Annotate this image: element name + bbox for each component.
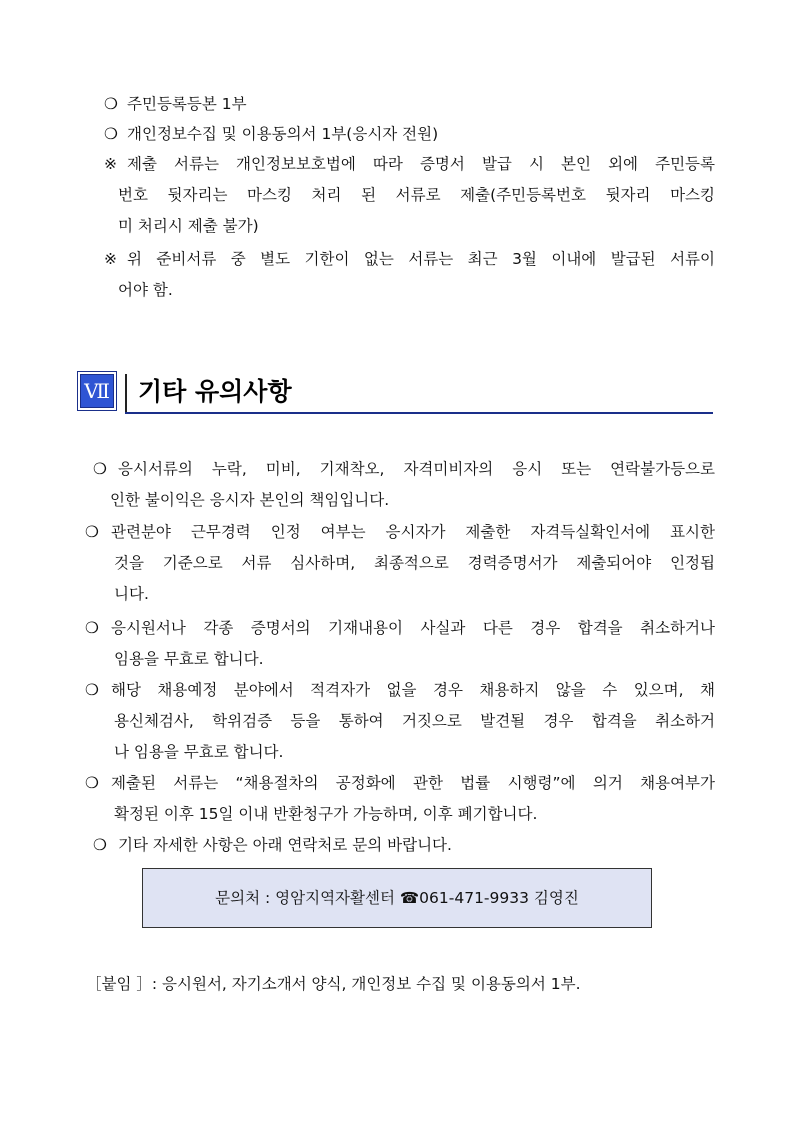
notice-line: 기타 자세한 사항은 아래 연락처로 문의 바랍니다. [118, 836, 452, 854]
attachment-note: ［붙임 ］: 응시원서, 자기소개서 양식, 개인정보 수집 및 이용동의서 1부. [86, 975, 581, 993]
note-mark-icon: ※ [104, 250, 117, 268]
note-line: 어야 함. [118, 281, 173, 299]
section-number-badge: Ⅶ [77, 371, 117, 411]
notice-line: 나 임용을 무효로 합니다. [114, 743, 284, 761]
bullet-circle-icon: ❍ [93, 836, 107, 854]
notice-line: 해당 채용예정 분야에서 적격자가 없을 경우 채용하지 않을 수 있으며, 채 [111, 681, 715, 699]
note-line: 제출 서류는 개인정보보호법에 따라 증명서 발급 시 본인 외에 주민등록 [127, 155, 715, 173]
section-title: 기타 유의사항 [138, 377, 292, 406]
note-mark-icon: ※ [104, 155, 117, 173]
notice-line: 것을 기준으로 서류 심사하며, 최종적으로 경력증명서가 제출되어야 인정됩 [114, 554, 715, 572]
bullet-circle-icon: ❍ [104, 125, 118, 143]
notice-line: 인한 불이익은 응시자 본인의 책임입니다. [110, 491, 390, 509]
notice-line: 임용을 무효로 합니다. [114, 650, 264, 668]
notice-line: 확정된 이후 15일 이내 반환청구가 가능하며, 이후 폐기합니다. [114, 805, 538, 823]
bullet-circle-icon: ❍ [93, 460, 107, 478]
note-line: 번호 뒷자리는 마스킹 처리 된 서류로 제출(주민등록번호 뒷자리 마스킹 [118, 186, 715, 204]
notice-line: 제출된 서류는 “채용절차의 공정화에 관한 법률 시행령”에 의거 채용여부가 [111, 774, 715, 792]
bullet-circle-icon: ❍ [85, 774, 99, 792]
bullet-circle-icon: ❍ [85, 619, 99, 637]
note-line: 미 처리시 제출 불가) [118, 217, 259, 235]
notice-line: 용신체검사, 학위검증 등을 통하여 거짓으로 발견될 경우 합격을 취소하거 [114, 712, 715, 730]
list-item: 개인정보수집 및 이용동의서 1부(응시자 전원) [127, 125, 439, 143]
section-divider [125, 374, 127, 412]
section-underline [125, 412, 713, 414]
notice-line: 응시원서나 각종 증명서의 기재내용이 사실과 다른 경우 합격을 취소하거나 [111, 619, 715, 637]
notice-line: 관련분야 근무경력 인정 여부는 응시자가 제출한 자격득실확인서에 표시한 [111, 523, 715, 541]
bullet-circle-icon: ❍ [85, 681, 99, 699]
bullet-circle-icon: ❍ [85, 523, 99, 541]
note-line: 위 준비서류 중 별도 기한이 없는 서류는 최근 3월 이내에 발급된 서류이 [127, 250, 715, 268]
contact-box: 문의처 : 영암지역자활센터 ☎061-471-9933 김영진 [142, 868, 652, 928]
notice-line: 니다. [114, 585, 149, 603]
notice-line: 응시서류의 누락, 미비, 기재착오, 자격미비자의 응시 또는 연락불가등으로 [118, 460, 715, 478]
list-item: 주민등록등본 1부 [127, 95, 247, 113]
bullet-circle-icon: ❍ [104, 95, 118, 113]
